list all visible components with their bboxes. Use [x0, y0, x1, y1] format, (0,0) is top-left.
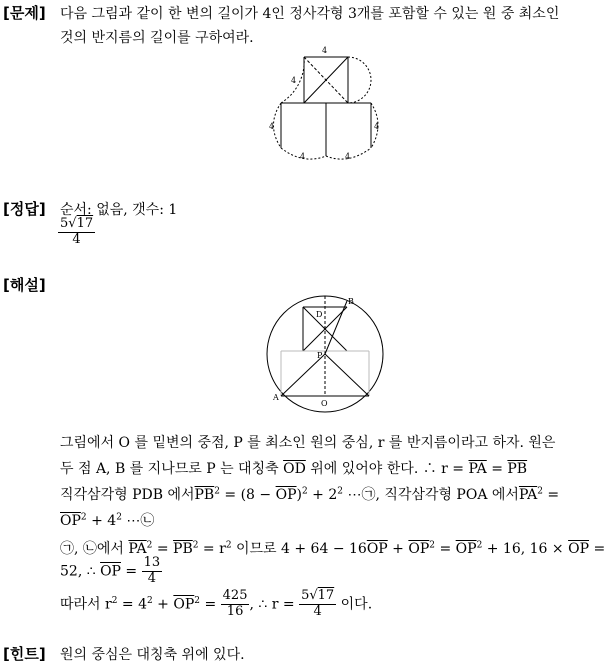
- solution-line-5: ㉠, ㉡에서 $\overline{PA}^2 = \overline{PB}^2 = r^2$ 이므로 $4 + 64 - 16\overline{OP} + \overline{OP}^2 = \overline{OP}^2 + 16$, $16 \times \overline{OP}$ =: [60, 540, 605, 557]
- problem-line-1: 다음 그림과 같이 한 변의 길이가 4인 정사각형 3개를 포함할 수 있는 원 중 최소인: [60, 6, 560, 22]
- label-A: A: [273, 393, 279, 402]
- answer-info: 순서: 없음, 갯수: 1: [60, 202, 178, 218]
- answer-tag: [정답]: [3, 200, 46, 218]
- answer-value: $\frac{5√17}{4}$: [60, 216, 94, 247]
- fig1-len-bottom-left: 4: [300, 152, 306, 161]
- problem-line-2: 것의 반지름의 길이를 구하여라.: [60, 30, 254, 46]
- hint-text: 원의 중심은 대칭축 위에 있다.: [60, 647, 245, 663]
- solution-line-6: 52, ∴ $\overline{OP}$ = $\frac{13}{4}$: [60, 555, 161, 586]
- solution-line-7: 따라서 $r^2 = 4^2 + \overline{OP}^2$ = $\frac{425}{16}$ , ∴ r = $\frac{5√17}{4}$ 이다.: [60, 588, 373, 619]
- solution-line-4: $\overline{OP}^2 + 4^2$ ⋯㉡: [60, 512, 155, 529]
- solution-tag: [해설]: [3, 276, 46, 294]
- solution-line-3: 직각삼각형 PDB 에서$\overline{PB}^2 = (8 - \overline{OP})^2 + 2^2$ ⋯㉠, 직각삼각형 POA 에서$\overline{PA}^2$ =: [60, 486, 560, 503]
- hint-tag: [힌트]: [3, 645, 46, 663]
- fig1-len-right: 4: [374, 122, 380, 131]
- problem-figure: [265, 44, 395, 164]
- fig1-len-left: 4: [291, 76, 297, 85]
- label-O: O: [321, 399, 328, 408]
- label-P: P: [317, 351, 323, 360]
- label-B: B: [348, 297, 354, 306]
- solution-figure: [262, 292, 392, 414]
- problem-tag: [문제]: [3, 4, 46, 22]
- fig1-len-top: 4: [322, 46, 328, 55]
- label-D: D: [316, 310, 323, 319]
- fig1-len-bottom-right: 4: [345, 152, 351, 161]
- fig1-len-lower-left: 4: [269, 122, 275, 131]
- solution-line-2: 두 점 A, B 를 지나므로 P 는 대칭축 $\overline{OD}$ 위에 있어야 한다. ∴ $r = \overline{PA} = \overline{PB}$: [60, 461, 528, 477]
- solution-line-1: 그림에서 O 를 밑변의 중점, P 를 최소인 원의 중심, r 를 반지름이라고 하자. 원은: [60, 435, 556, 451]
